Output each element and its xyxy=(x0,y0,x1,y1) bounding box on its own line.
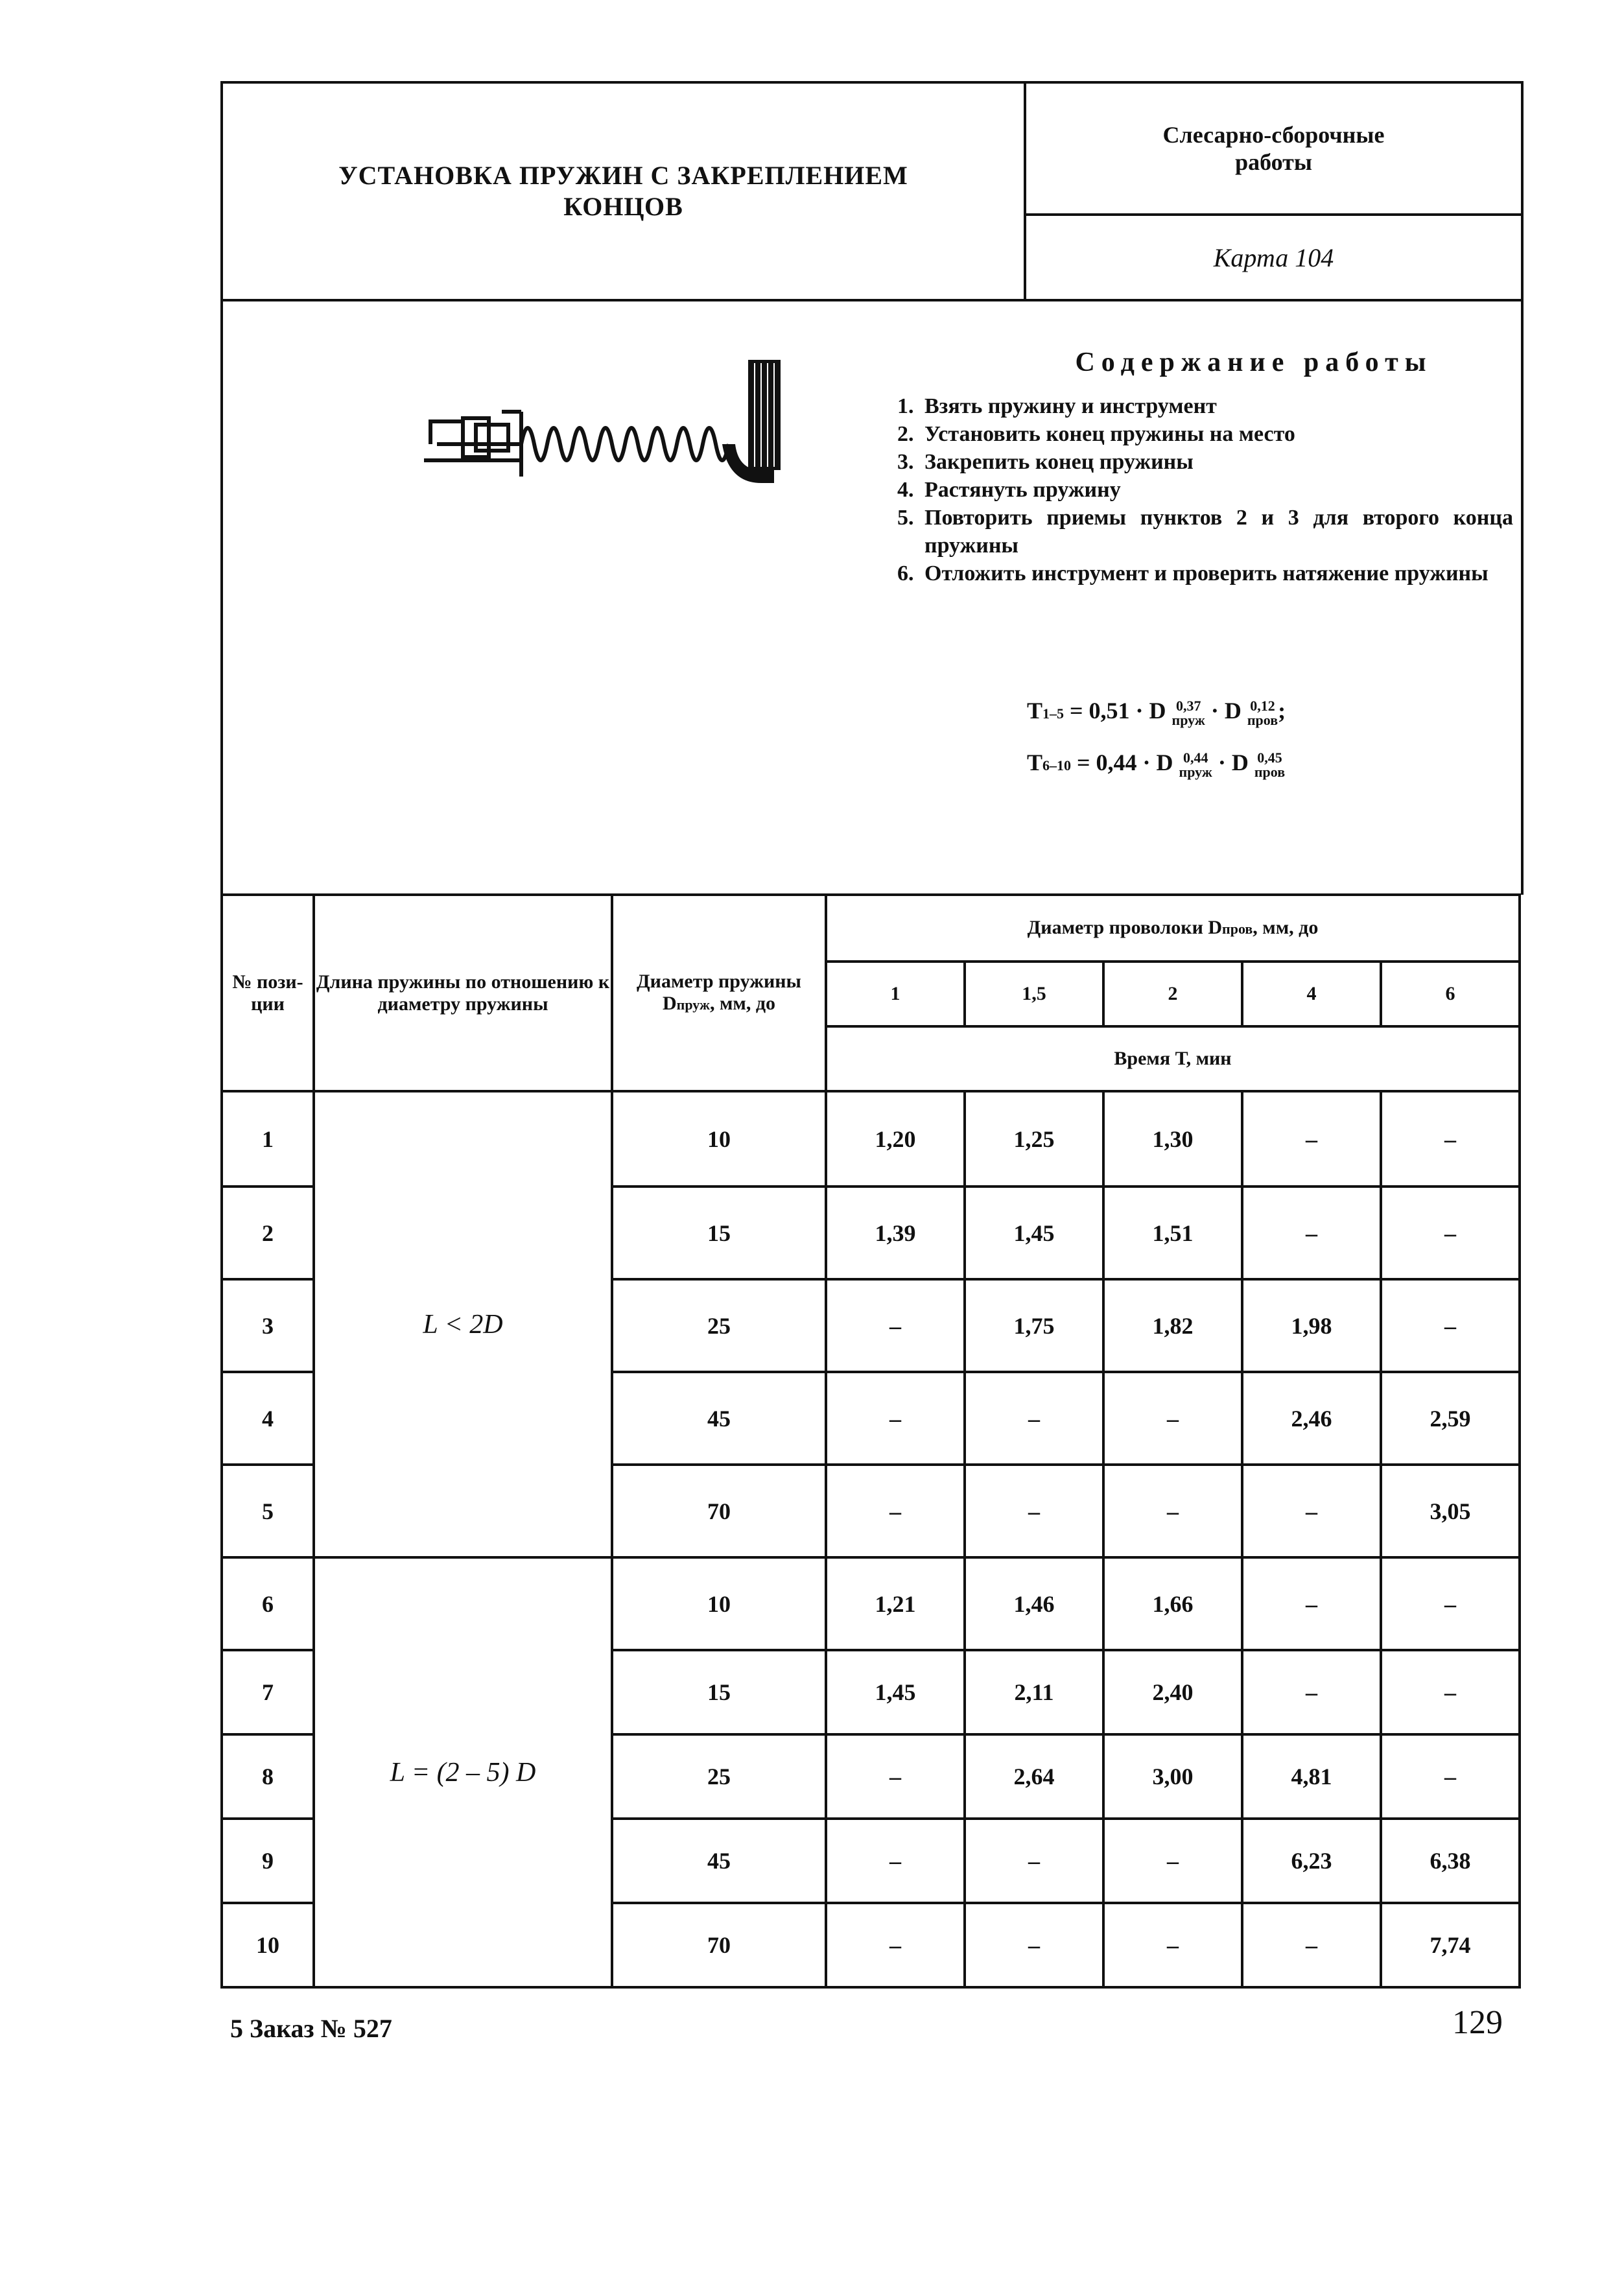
order-number: 5 Заказ № 527 xyxy=(230,2014,392,2043)
col-header-wire-6: 6 xyxy=(1381,962,1520,1026)
cell-position: 9 xyxy=(222,1819,314,1903)
cell-time: 1,21 xyxy=(826,1557,965,1650)
cell-time: 1,45 xyxy=(965,1187,1103,1279)
col-header-wire-1-5: 1,5 xyxy=(965,962,1103,1026)
cell-position: 5 xyxy=(222,1465,314,1557)
cell-time: 6,23 xyxy=(1242,1819,1381,1903)
cell-time: 1,45 xyxy=(826,1650,965,1734)
cell-diameter: 70 xyxy=(612,1465,826,1557)
cell-time: – xyxy=(1103,1465,1242,1557)
work-content xyxy=(220,301,1524,895)
work-step: 6. Отложить инструмент и проверить натяжение пружины xyxy=(897,561,1489,585)
cell-time: 2,11 xyxy=(965,1650,1103,1734)
cell-time: – xyxy=(1381,1557,1520,1650)
work-content-title: Содержание работы xyxy=(1075,348,1433,377)
cell-time: – xyxy=(1381,1187,1520,1279)
cell-diameter: 25 xyxy=(612,1279,826,1372)
table-row xyxy=(222,1557,1520,1650)
cell-diameter: 10 xyxy=(612,1557,826,1650)
col-header-time: Время Т, мин xyxy=(826,1026,1520,1091)
formula-t6-10: T6–10 = 0,44 · D 0,44 пруж · D 0,45 пров xyxy=(1027,749,1286,780)
work-step: 1. Взять пружину и инструмент xyxy=(897,394,1217,418)
col-header-wire-diameter: Диаметр проволоки Dпров, мм, до xyxy=(826,895,1520,962)
cell-time: – xyxy=(1242,1650,1381,1734)
cell-time: – xyxy=(1381,1650,1520,1734)
document-title: УСТАНОВКА ПРУЖИН С ЗАКРЕПЛЕНИЕМ КОНЦОВ xyxy=(223,84,1026,299)
cell-position: 4 xyxy=(222,1372,314,1465)
cell-position: 10 xyxy=(222,1903,314,1987)
work-step: 4. Растянуть пружину xyxy=(897,478,1121,502)
cell-time: – xyxy=(1103,1903,1242,1987)
group-label-medium: L = (2 – 5) D xyxy=(314,1557,612,1987)
cell-time: – xyxy=(826,1903,965,1987)
cell-time: – xyxy=(1381,1734,1520,1819)
cell-time: – xyxy=(965,1819,1103,1903)
cell-time: 1,51 xyxy=(1103,1187,1242,1279)
cell-time: – xyxy=(1242,1091,1381,1187)
cell-diameter: 15 xyxy=(612,1650,826,1734)
cell-time: 7,74 xyxy=(1381,1903,1520,1987)
group-label-short: L < 2D xyxy=(314,1091,612,1557)
work-steps-list xyxy=(897,392,1513,587)
cell-position: 2 xyxy=(222,1187,314,1279)
cell-time: – xyxy=(1242,1557,1381,1650)
col-header-wire-1: 1 xyxy=(826,962,965,1026)
cell-time: – xyxy=(1103,1819,1242,1903)
cell-time: 1,20 xyxy=(826,1091,965,1187)
cell-diameter: 45 xyxy=(612,1819,826,1903)
cell-time: 1,39 xyxy=(826,1187,965,1279)
work-step: 2. Установить конец пружины на место xyxy=(897,422,1295,446)
col-header-position: № пози- ции xyxy=(222,895,314,1091)
cell-time: – xyxy=(826,1279,965,1372)
col-header-wire-4: 4 xyxy=(1242,962,1381,1026)
cell-time: 2,64 xyxy=(965,1734,1103,1819)
section-name: Слесарно-сборочные работы xyxy=(1026,84,1521,216)
time-norms-table xyxy=(220,893,1521,1989)
card-number: Карта 104 xyxy=(1213,242,1334,272)
work-step: 3. Закрепить конец пружины xyxy=(897,450,1194,474)
cell-diameter: 10 xyxy=(612,1091,826,1187)
col-header-diameter: Диаметр пружины Dпруж, мм, до xyxy=(612,895,826,1091)
cell-position: 6 xyxy=(222,1557,314,1650)
document-header xyxy=(220,81,1524,301)
cell-time: – xyxy=(1381,1091,1520,1187)
page-number: 129 xyxy=(1452,2004,1503,2041)
cell-time: – xyxy=(826,1372,965,1465)
table-row xyxy=(222,1091,1520,1187)
cell-time: 3,00 xyxy=(1103,1734,1242,1819)
cell-time: 6,38 xyxy=(1381,1819,1520,1903)
cell-diameter: 70 xyxy=(612,1903,826,1987)
cell-time: – xyxy=(826,1734,965,1819)
cell-time: 1,75 xyxy=(965,1279,1103,1372)
cell-time: 1,98 xyxy=(1242,1279,1381,1372)
cell-time: – xyxy=(1242,1187,1381,1279)
cell-time: 2,46 xyxy=(1242,1372,1381,1465)
work-step: 5. Повторить приемы пунктов 2 и 3 для второго конца пружины xyxy=(897,506,1513,558)
cell-time: – xyxy=(1381,1279,1520,1372)
cell-time: – xyxy=(826,1465,965,1557)
col-header-length: Длина пружины по отношению к диаметру пружины xyxy=(314,895,612,1091)
cell-time: – xyxy=(965,1372,1103,1465)
cell-time: 2,40 xyxy=(1103,1650,1242,1734)
cell-diameter: 25 xyxy=(612,1734,826,1819)
cell-time: 1,82 xyxy=(1103,1279,1242,1372)
cell-position: 7 xyxy=(222,1650,314,1734)
cell-diameter: 45 xyxy=(612,1372,826,1465)
formula-t1-5: T1–5 = 0,51 · D 0,37 пруж · D 0,12 пров ; xyxy=(1027,697,1286,728)
cell-time: – xyxy=(965,1465,1103,1557)
cell-position: 8 xyxy=(222,1734,314,1819)
spring-illustration xyxy=(424,353,787,502)
cell-time: 2,59 xyxy=(1381,1372,1520,1465)
cell-time: 1,30 xyxy=(1103,1091,1242,1187)
cell-time: – xyxy=(1242,1903,1381,1987)
cell-time: 3,05 xyxy=(1381,1465,1520,1557)
cell-time: 4,81 xyxy=(1242,1734,1381,1819)
cell-diameter: 15 xyxy=(612,1187,826,1279)
cell-time: 1,46 xyxy=(965,1557,1103,1650)
cell-time: – xyxy=(1242,1465,1381,1557)
cell-position: 1 xyxy=(222,1091,314,1187)
cell-time: – xyxy=(965,1903,1103,1987)
cell-position: 3 xyxy=(222,1279,314,1372)
cell-time: 1,25 xyxy=(965,1091,1103,1187)
cell-time: – xyxy=(1103,1372,1242,1465)
cell-time: 1,66 xyxy=(1103,1557,1242,1650)
col-header-wire-2: 2 xyxy=(1103,962,1242,1026)
cell-time: – xyxy=(826,1819,965,1903)
